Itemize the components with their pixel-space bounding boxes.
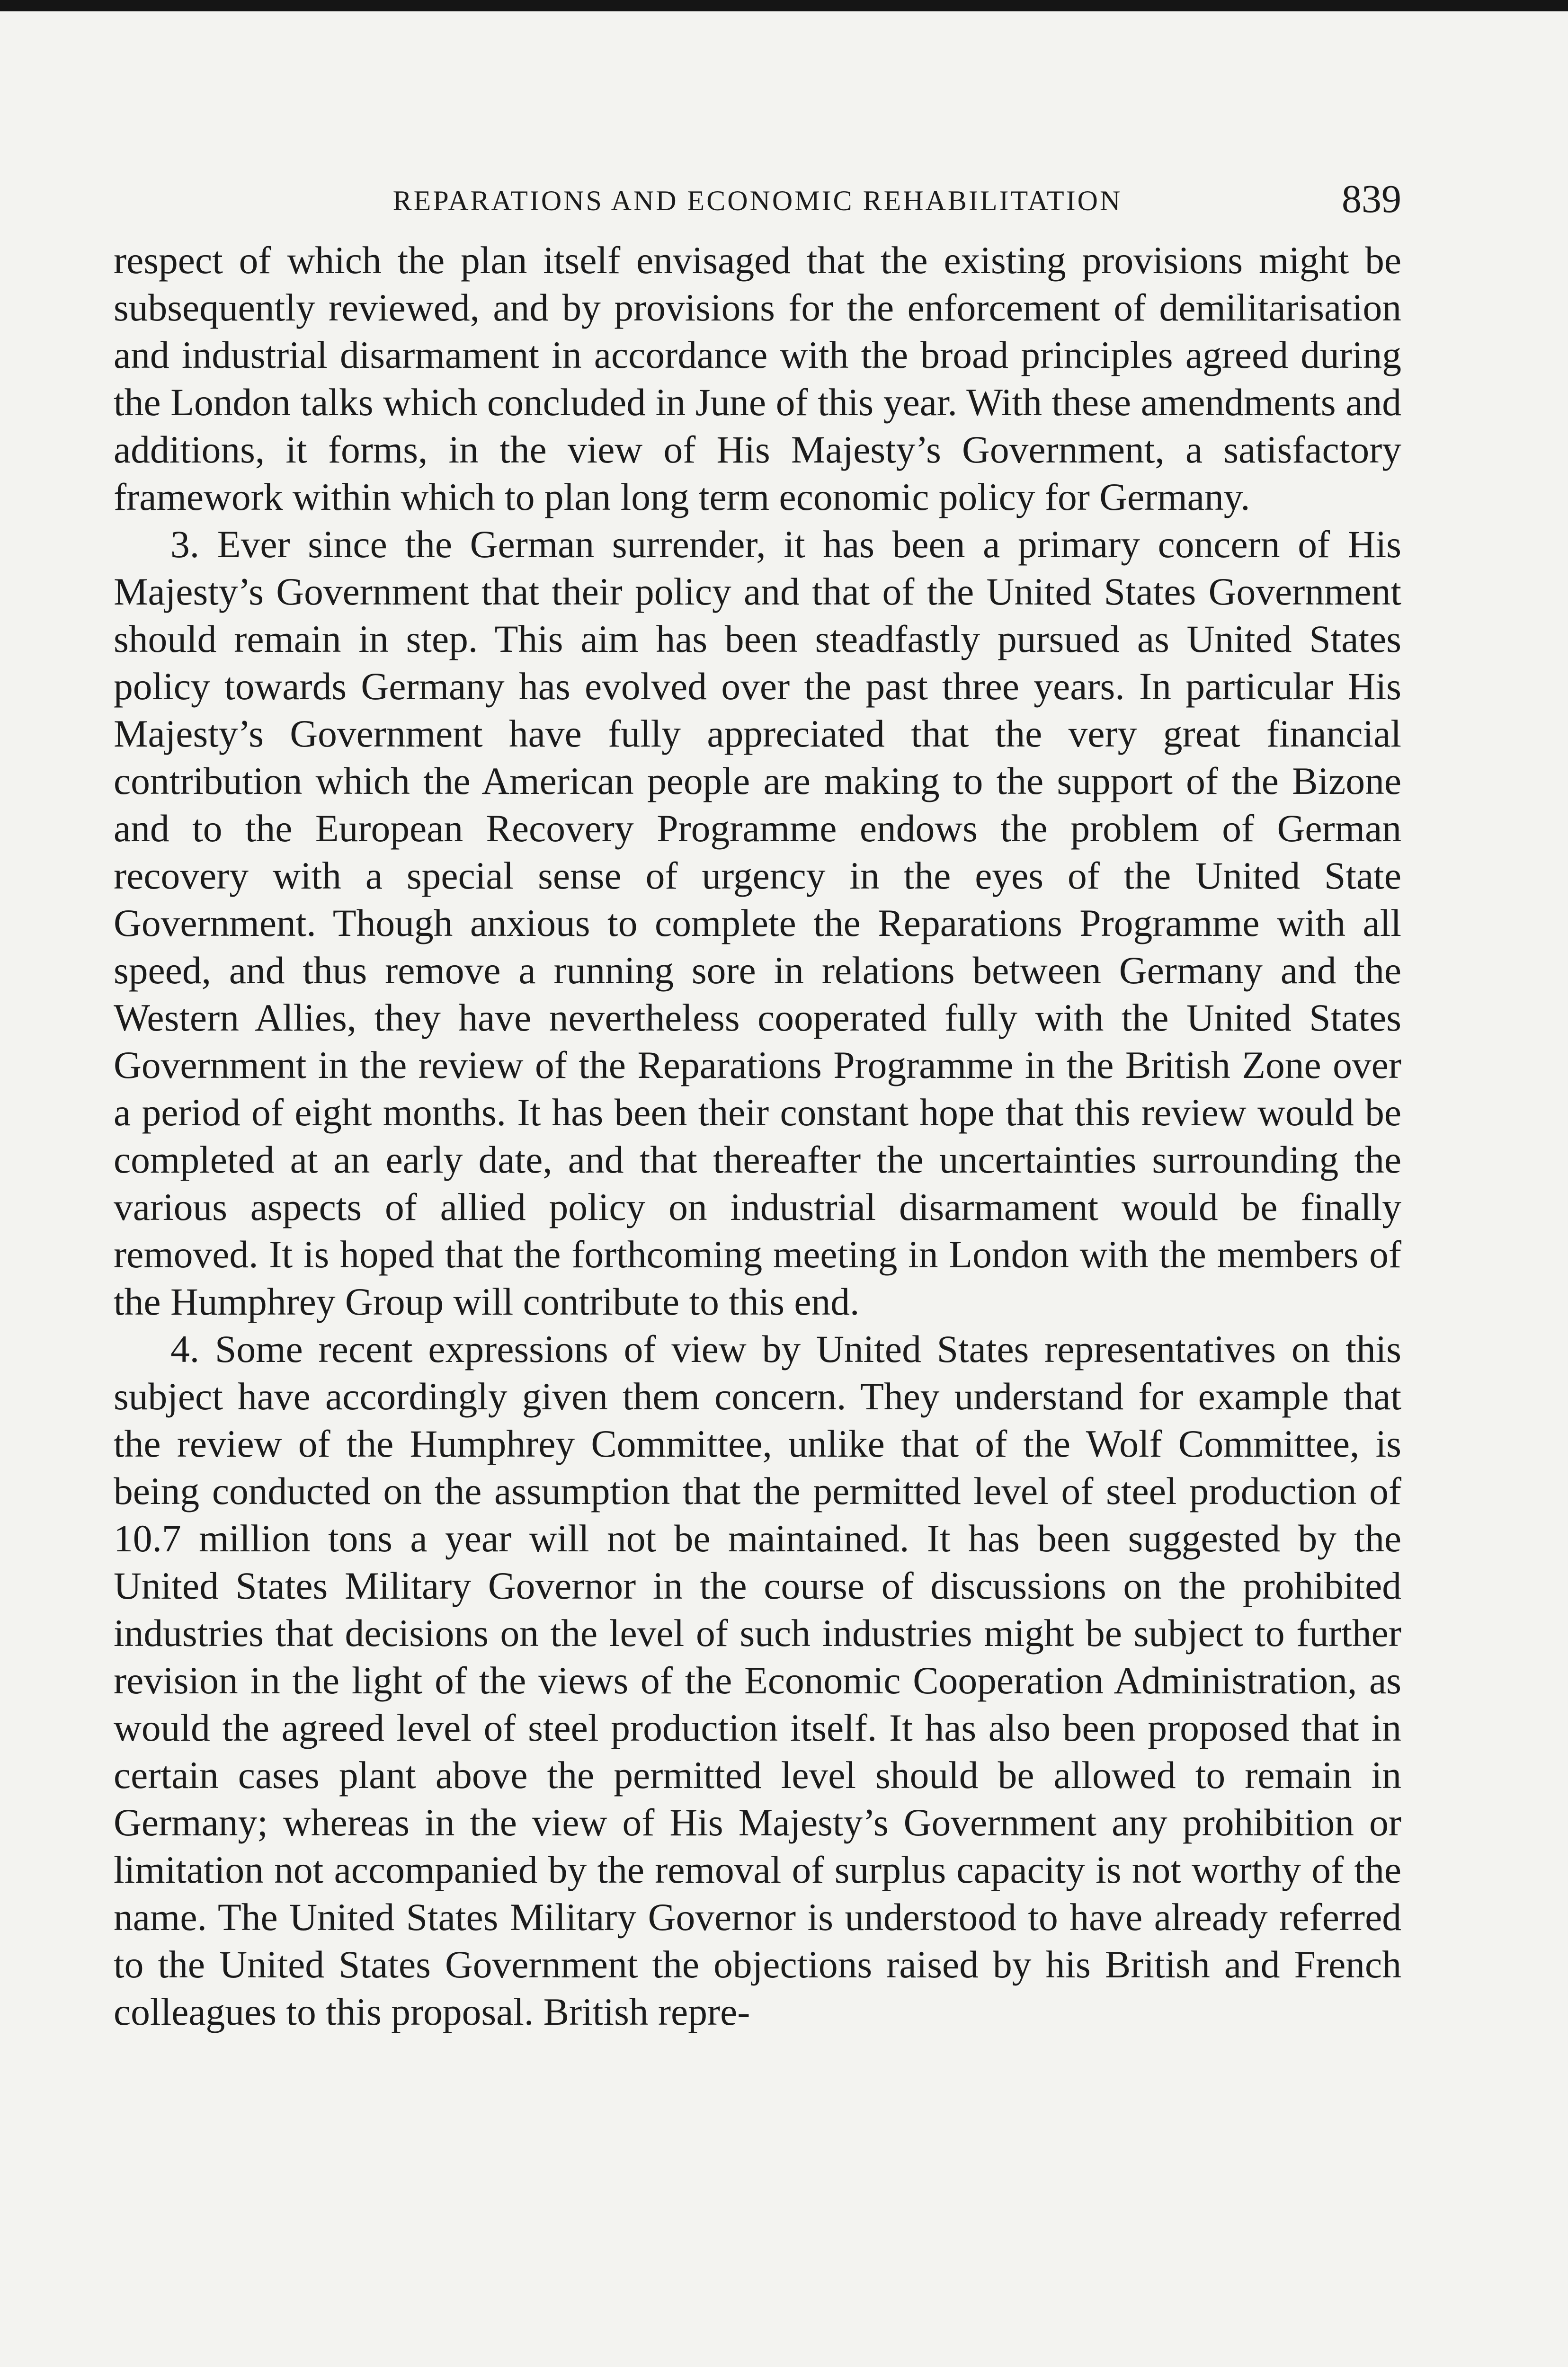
paragraph-4: 4. Some recent expressions of view by United States representatives on this subject have accordingly given them concern. They understand for example that the review of the Humphrey Committee, unlike that of the Wolf Committee, is being conducted on the assumption that the permitted level of steel production of 10.7 million tons a year will not be maintained. It has been suggested by the United States Military Governor in the course of discussions on the prohibited industries that decisions on the level of such industries might be subject to further revision in the light of the views of the Economic Cooperation Administration, as would the agreed level of steel production itself. It has also been proposed that in certain cases plant above the permitted level should be allowed to remain in Germany; whereas in the view of His Majesty’s Government any prohibition or limitation not accompanied by the removal of surplus capacity is not worthy of the name. The United States Military Governor is understood to have already referred to the United States Government the objections raised by his British and French colleagues to this proposal. British repre- [114,1327,1401,2033]
paragraph-continuation: respect of which the plan itself envisaged that the existing provisions might be subsequently reviewed, and by provisions for the enforcement of demilitarisation and industrial disarmament in accordance with the broad principles agreed during the London talks which concluded in June of this year. With these amendments and additions, it forms, in the view of His Majesty’s Government, a satisfactory framework within which to plan long term economic policy for Germany. [114,239,1401,518]
top-border-rule [0,0,1568,11]
running-header [114,170,1401,232]
paragraph-3: 3. Ever since the German surrender, it has been a primary concern of His Majesty’s Government that their policy and that of the United States Government should remain in step. This aim has been steadfastly pursued as United States policy towards Germany has evolved over the past three years. In particular His Majesty’s Government have fully appreciated that the very great financial contribution which the American people are making to the support of the Bizone and to the European Recovery Programme endows the problem of German recovery with a special sense of urgency in the eyes of the United State Government. Though anxious to complete the Reparations Programme with all speed, and thus remove a running sore in relations between Germany and the Western Allies, they have nevertheless cooperated fully with the United States Government in the review of the Reparations Programme in the British Zone over a period of eight months. It has been their constant hope that this review would be completed at an early date, and that thereafter the uncertainties surrounding the various aspects of allied policy on industrial disarmament would be finally removed. It is hoped that the forthcoming meeting in London with the members of the Humphrey Group will contribute to this end. [114,523,1401,1323]
page-number: 839 [1342,177,1401,221]
document-page [114,170,1401,2036]
running-title: REPARATIONS AND ECONOMIC REHABILITATION [392,185,1123,216]
